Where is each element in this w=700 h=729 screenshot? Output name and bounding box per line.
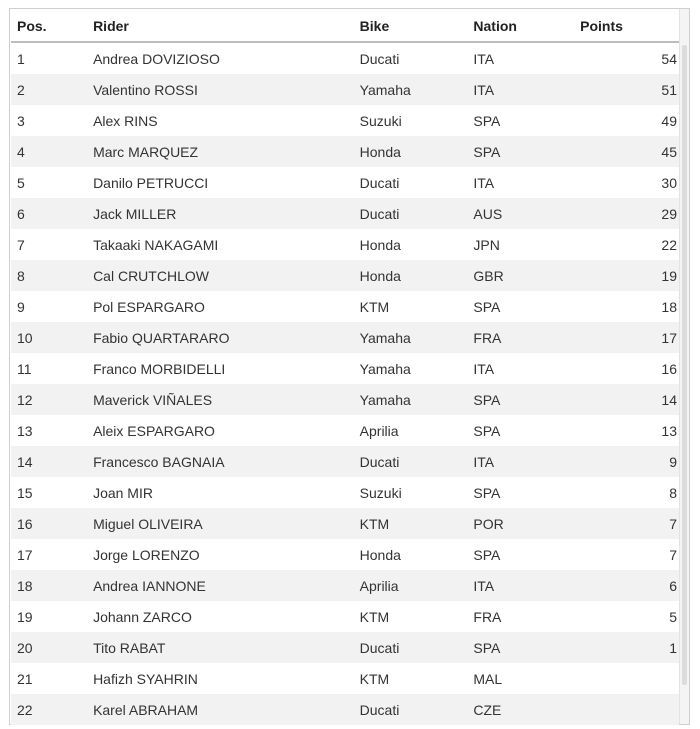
table-row bbox=[11, 42, 679, 74]
cell-bike: KTM bbox=[359, 670, 390, 687]
cell-points: 14 bbox=[580, 384, 679, 415]
cell-points bbox=[580, 663, 679, 694]
cell-nation: SPA bbox=[473, 422, 501, 439]
cell-bike: Ducati bbox=[360, 694, 474, 725]
cell-pos: 20 bbox=[11, 632, 93, 663]
cell-bike: Aprilia bbox=[359, 422, 399, 439]
cell-points: 7 bbox=[669, 546, 677, 563]
cell-pos: 1 bbox=[17, 50, 25, 67]
cell-nation: SPA bbox=[473, 112, 501, 129]
cell-rider: Andrea IANNONE bbox=[93, 570, 360, 601]
cell-pos: 15 bbox=[17, 484, 33, 501]
cell-pos: 22 bbox=[11, 694, 93, 725]
cell-bike: Ducati bbox=[359, 174, 400, 191]
header-points: Points bbox=[580, 10, 679, 42]
cell-bike: Suzuki bbox=[359, 112, 402, 129]
cell-points: 22 bbox=[661, 236, 677, 253]
cell-pos: 9 bbox=[17, 298, 25, 315]
table-row bbox=[11, 477, 679, 508]
cell-rider: Pol ESPARGARO bbox=[93, 298, 205, 315]
cell-rider: Jack MILLER bbox=[93, 198, 360, 229]
cell-nation: AUS bbox=[473, 198, 580, 229]
cell-pos: 8 bbox=[11, 260, 93, 291]
table-row bbox=[11, 198, 679, 229]
cell-bike: KTM bbox=[359, 608, 390, 625]
cell-rider: Maverick VIÑALES bbox=[93, 384, 360, 415]
cell-rider: Marc MARQUEZ bbox=[93, 136, 360, 167]
cell-nation: POR bbox=[473, 508, 580, 539]
cell-bike: Ducati bbox=[360, 632, 474, 663]
table-row bbox=[11, 105, 679, 136]
cell-pos: 19 bbox=[17, 608, 33, 625]
cell-bike: Yamaha bbox=[359, 360, 411, 377]
cell-nation: ITA bbox=[473, 360, 495, 377]
cell-pos: 2 bbox=[11, 74, 93, 105]
cell-points: 16 bbox=[661, 360, 677, 377]
cell-rider: Jorge LORENZO bbox=[93, 546, 200, 563]
table-row bbox=[11, 74, 679, 105]
cell-nation: SPA bbox=[473, 484, 501, 501]
cell-bike: Yamaha bbox=[360, 74, 474, 105]
header-nation: Nation bbox=[473, 10, 580, 42]
cell-rider: Hafizh SYAHRIN bbox=[93, 670, 198, 687]
cell-bike: KTM bbox=[360, 508, 474, 539]
cell-bike: Ducati bbox=[360, 198, 474, 229]
cell-pos: 4 bbox=[11, 136, 93, 167]
cell-nation: JPN bbox=[473, 236, 500, 253]
table-row bbox=[11, 539, 679, 570]
table-row bbox=[11, 322, 679, 353]
cell-pos: 17 bbox=[17, 546, 33, 563]
standings-table bbox=[11, 10, 679, 725]
cell-bike: Aprilia bbox=[360, 570, 474, 601]
cell-points: 51 bbox=[580, 74, 679, 105]
cell-bike: Suzuki bbox=[359, 484, 402, 501]
table-row bbox=[11, 508, 679, 539]
cell-pos: 11 bbox=[17, 360, 32, 377]
table-row bbox=[11, 632, 679, 663]
cell-rider: Alex RINS bbox=[93, 112, 158, 129]
table-header-row bbox=[11, 10, 679, 42]
cell-rider: Franco MORBIDELLI bbox=[93, 360, 226, 377]
cell-nation: ITA bbox=[473, 174, 495, 191]
cell-points: 29 bbox=[580, 198, 679, 229]
cell-bike: Honda bbox=[360, 136, 474, 167]
cell-bike: Ducati bbox=[360, 446, 474, 477]
cell-points: 18 bbox=[661, 298, 677, 315]
header-pos: Pos. bbox=[11, 10, 93, 42]
cell-rider: Aleix ESPARGARO bbox=[93, 422, 215, 439]
header-bike: Bike bbox=[360, 10, 474, 42]
cell-rider: Johann ZARCO bbox=[93, 608, 192, 625]
cell-nation: ITA bbox=[473, 50, 495, 67]
cell-points: 45 bbox=[580, 136, 679, 167]
cell-pos: 10 bbox=[11, 322, 93, 353]
cell-nation: ITA bbox=[473, 74, 580, 105]
table-row bbox=[11, 353, 679, 384]
cell-bike: Honda bbox=[359, 236, 401, 253]
cell-pos: 21 bbox=[17, 670, 33, 687]
cell-points: 17 bbox=[580, 322, 679, 353]
cell-bike: Yamaha bbox=[360, 384, 474, 415]
cell-rider: Takaaki NAKAGAMI bbox=[93, 236, 219, 253]
cell-points: 19 bbox=[580, 260, 679, 291]
cell-pos: 12 bbox=[11, 384, 93, 415]
cell-bike: Honda bbox=[359, 546, 401, 563]
cell-points: 6 bbox=[580, 570, 679, 601]
cell-nation: SPA bbox=[473, 546, 501, 563]
table-row bbox=[11, 291, 679, 322]
cell-nation: SPA bbox=[473, 632, 580, 663]
cell-rider: Fabio QUARTARARO bbox=[93, 322, 360, 353]
cell-nation: FRA bbox=[473, 608, 502, 625]
cell-pos: 3 bbox=[17, 112, 25, 129]
cell-points bbox=[580, 694, 679, 725]
cell-rider: Valentino ROSSI bbox=[93, 74, 360, 105]
cell-pos: 18 bbox=[11, 570, 93, 601]
cell-rider: Joan MIR bbox=[93, 484, 153, 501]
cell-bike: Ducati bbox=[359, 50, 400, 67]
cell-bike: Honda bbox=[360, 260, 474, 291]
standings-table-container bbox=[9, 8, 690, 725]
table-row bbox=[11, 229, 679, 260]
cell-points: 54 bbox=[661, 50, 677, 67]
table-row bbox=[11, 601, 679, 632]
cell-points: 13 bbox=[661, 422, 677, 439]
cell-nation: MAL bbox=[473, 670, 503, 687]
table-row bbox=[11, 384, 679, 415]
cell-nation: FRA bbox=[473, 322, 580, 353]
table-row bbox=[11, 663, 679, 694]
table-body bbox=[11, 42, 679, 725]
cell-pos: 13 bbox=[17, 422, 33, 439]
cell-rider: Andrea DOVIZIOSO bbox=[93, 50, 220, 67]
cell-rider: Francesco BAGNAIA bbox=[93, 446, 360, 477]
cell-points: 30 bbox=[661, 174, 677, 191]
table-row bbox=[11, 260, 679, 291]
table-row bbox=[11, 415, 679, 446]
cell-points: 8 bbox=[669, 484, 677, 501]
table-row bbox=[11, 167, 679, 198]
cell-points: 49 bbox=[661, 112, 677, 129]
cell-nation: ITA bbox=[473, 446, 580, 477]
scrollbar-thumb[interactable] bbox=[682, 45, 687, 685]
table-row bbox=[11, 136, 679, 167]
cell-bike: KTM bbox=[359, 298, 390, 315]
cell-rider: Miguel OLIVEIRA bbox=[93, 508, 360, 539]
cell-rider: Karel ABRAHAM bbox=[93, 694, 360, 725]
cell-pos: 14 bbox=[11, 446, 93, 477]
table-row bbox=[11, 694, 679, 725]
cell-points: 5 bbox=[669, 608, 677, 625]
cell-pos: 5 bbox=[17, 174, 25, 191]
cell-rider: Cal CRUTCHLOW bbox=[93, 260, 360, 291]
cell-nation: SPA bbox=[473, 136, 580, 167]
cell-bike: Yamaha bbox=[360, 322, 474, 353]
cell-nation: ITA bbox=[473, 570, 580, 601]
cell-pos: 16 bbox=[11, 508, 93, 539]
cell-rider: Tito RABAT bbox=[93, 632, 360, 663]
cell-nation: SPA bbox=[473, 298, 501, 315]
cell-pos: 6 bbox=[11, 198, 93, 229]
cell-nation: GBR bbox=[473, 260, 580, 291]
cell-nation: CZE bbox=[473, 694, 580, 725]
cell-nation: SPA bbox=[473, 384, 580, 415]
table-row bbox=[11, 446, 679, 477]
cell-rider: Danilo PETRUCCI bbox=[93, 174, 209, 191]
cell-points: 9 bbox=[580, 446, 679, 477]
cell-pos: 7 bbox=[17, 236, 25, 253]
header-rider: Rider bbox=[93, 10, 360, 42]
cell-points: 7 bbox=[580, 508, 679, 539]
vertical-scrollbar[interactable] bbox=[679, 9, 689, 724]
table-row bbox=[11, 570, 679, 601]
cell-points: 1 bbox=[580, 632, 679, 663]
